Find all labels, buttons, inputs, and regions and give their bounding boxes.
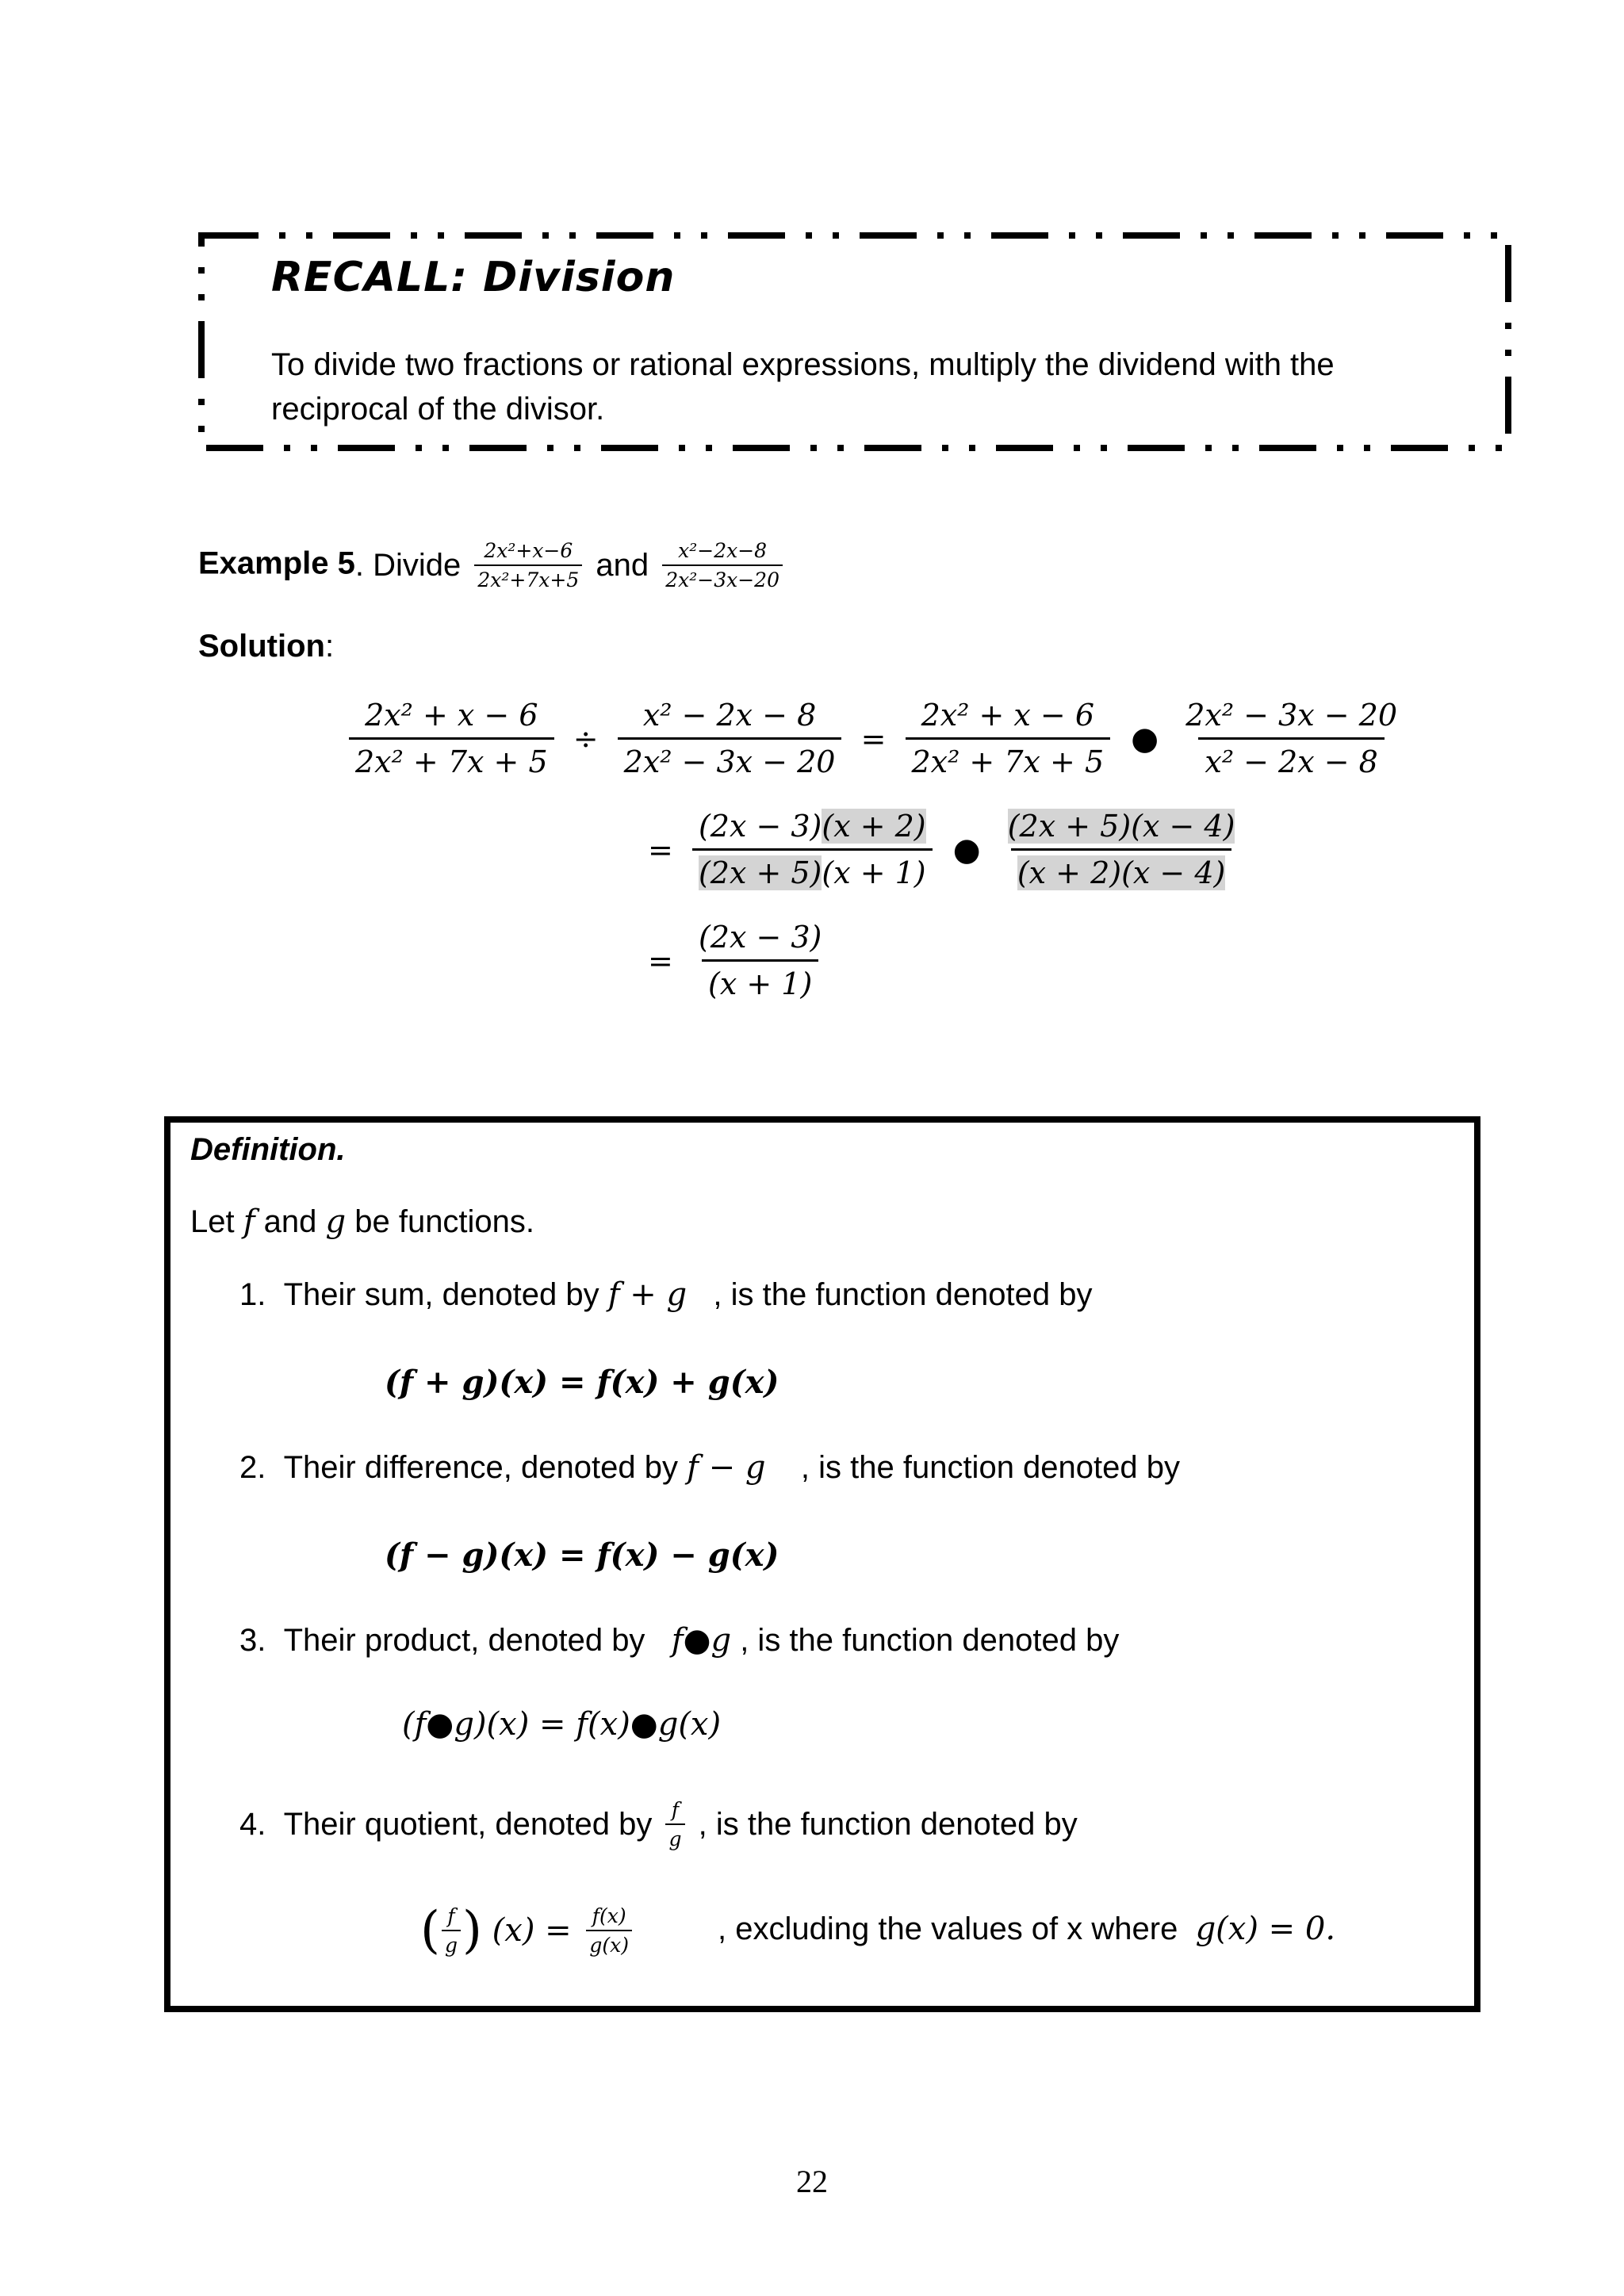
quotient-f: f xyxy=(447,1904,455,1927)
item-text: Their quotient, denoted by xyxy=(283,1806,653,1842)
equals-sign: = xyxy=(648,943,673,978)
item-number: 4. xyxy=(239,1806,266,1842)
step1-a-den: 2x² + 7x + 5 xyxy=(349,737,554,779)
example-line xyxy=(198,539,787,603)
definition-item-quotient xyxy=(239,1798,1078,1850)
item-text: , is the function denoted by xyxy=(791,1450,1180,1485)
step1-fraction-a xyxy=(349,698,554,779)
step3-den: (x + 1) xyxy=(702,959,818,1001)
step1-fraction-c xyxy=(906,698,1111,779)
quotient-num: f(x) xyxy=(592,1904,626,1927)
item-symbol: f − g xyxy=(687,1449,766,1486)
condition-formula: g(x) = 0. xyxy=(1195,1911,1336,1947)
definition-item-sum xyxy=(239,1276,1093,1313)
item-text: , is the function denoted by xyxy=(698,1806,1078,1842)
definition-intro xyxy=(190,1203,534,1240)
quotient-symbol-den: g xyxy=(665,1823,684,1850)
example-fraction-2-num: x²−2x−8 xyxy=(678,539,768,562)
example-fraction-2-den: 2x²−3x−20 xyxy=(662,564,783,591)
item-number: 2. xyxy=(239,1450,266,1485)
step2-b-num xyxy=(1002,809,1242,848)
sum-formula: (f + g)(x) = f(x) + g(x) xyxy=(385,1364,779,1401)
step1-c-num: 2x² + x − 6 xyxy=(921,698,1095,733)
step2-a-den xyxy=(692,848,933,890)
item-text: Their difference, denoted by xyxy=(283,1450,688,1485)
example-fraction-2 xyxy=(662,539,783,591)
intro-text: Let xyxy=(190,1204,243,1239)
quotient-formula xyxy=(420,1901,637,1960)
step1-fraction-b xyxy=(618,698,842,779)
multiply-dot: ● xyxy=(1131,720,1159,757)
symbol-f: f xyxy=(243,1203,255,1240)
definition-title: Definition. xyxy=(190,1132,346,1167)
step1-fraction-d xyxy=(1179,698,1404,779)
cancelled-factor: (x − 4) xyxy=(1131,809,1235,844)
solution-step-3 xyxy=(638,920,828,1001)
cancelled-factor: (x + 2) xyxy=(822,809,926,844)
item-number: 1. xyxy=(239,1277,266,1312)
intro-text: be functions. xyxy=(346,1204,535,1239)
step2-fraction-b xyxy=(1002,809,1242,890)
recall-text: To divide two fractions or rational expressions, multiply the dividend with the reciprocal of the divisor. xyxy=(271,347,1335,427)
step2-fraction-a xyxy=(692,809,933,890)
item-text: Their product, denoted by xyxy=(283,1623,654,1658)
definition-item-product xyxy=(239,1622,1119,1659)
solution-label xyxy=(198,629,334,664)
step1-a-num: 2x² + x − 6 xyxy=(365,698,538,733)
cancelled-factor: (2x + 5) xyxy=(698,855,822,890)
excluding-text: , excluding the values of x where xyxy=(718,1911,1187,1946)
divide-sign: ÷ xyxy=(573,721,599,756)
quotient-x-equals: (x) = xyxy=(492,1912,572,1949)
cancelled-factor: (x + 2)(x − 4) xyxy=(1017,855,1226,890)
recall-title: RECALL: Division xyxy=(271,254,676,301)
left-paren: ( xyxy=(420,1901,440,1960)
item-symbol: f●g xyxy=(671,1622,732,1659)
step1-b-num: x² − 2x − 8 xyxy=(642,698,817,733)
factor: (x + 1) xyxy=(822,855,926,890)
quotient-symbol-num: f xyxy=(671,1798,680,1821)
item-text: , is the function denoted by xyxy=(704,1277,1093,1312)
example-verb: . Divide xyxy=(354,547,462,583)
solution-label-text: Solution xyxy=(198,629,325,664)
solution-colon: : xyxy=(324,629,335,664)
solution-step-2 xyxy=(638,809,1241,890)
step1-d-den: x² − 2x − 8 xyxy=(1198,737,1384,779)
step1-b-den: 2x² − 3x − 20 xyxy=(618,737,842,779)
right-paren: ) xyxy=(462,1901,482,1960)
item-symbol: f + g xyxy=(607,1276,688,1313)
equals-sign: = xyxy=(860,721,887,756)
item-text: , is the function denoted by xyxy=(731,1623,1120,1658)
page-number: 22 xyxy=(796,2164,828,2199)
definition-item-difference xyxy=(239,1449,1180,1486)
cancelled-factor: (2x + 5) xyxy=(1007,809,1132,844)
quotient-symbol xyxy=(665,1798,684,1850)
example-label: Example 5 xyxy=(198,545,355,581)
quotient-fg xyxy=(442,1904,461,1957)
step1-c-den: 2x² + 7x + 5 xyxy=(906,737,1111,779)
symbol-g: g xyxy=(325,1203,347,1240)
step3-fraction xyxy=(692,920,828,1001)
step3-num: (2x − 3) xyxy=(698,920,822,955)
equals-sign: = xyxy=(648,832,673,867)
intro-text: and xyxy=(255,1204,326,1239)
quotient-condition xyxy=(718,1911,1335,1947)
step2-a-num xyxy=(692,809,933,848)
item-text: Their sum, denoted by xyxy=(283,1277,608,1312)
example-fraction-1-den: 2x²+7x+5 xyxy=(474,564,582,591)
quotient-fraction xyxy=(586,1904,632,1957)
product-formula: (f●g)(x) = f(x)●g(x) xyxy=(402,1706,722,1743)
factor: (2x − 3) xyxy=(698,809,822,844)
quotient-den: g(x) xyxy=(586,1930,632,1957)
example-and: and xyxy=(596,547,649,583)
quotient-g: g xyxy=(442,1930,461,1957)
example-fraction-1-num: 2x²+x−6 xyxy=(484,539,573,562)
difference-formula: (f − g)(x) = f(x) − g(x) xyxy=(385,1536,779,1574)
definition-box xyxy=(164,1116,1480,2012)
example-fraction-1 xyxy=(474,539,582,591)
multiply-dot: ● xyxy=(952,831,981,868)
step2-b-den xyxy=(1011,848,1232,890)
item-number: 3. xyxy=(239,1623,266,1658)
step1-d-num: 2x² − 3x − 20 xyxy=(1185,698,1398,733)
solution-step-1 xyxy=(349,698,1404,779)
